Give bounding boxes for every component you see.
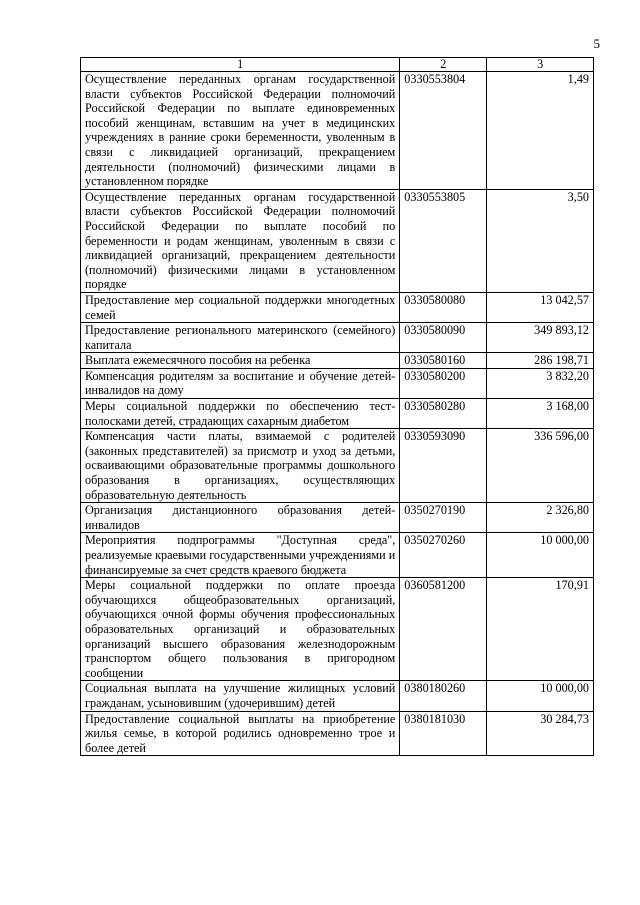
row-code: 0380181030	[400, 711, 487, 756]
row-code: 0350270260	[400, 533, 487, 578]
row-name: Мероприятия подпрограммы "Доступная среда", реализуемые краевыми государственными учреждениями и финансируемые за счет средств краевого бюджета	[81, 533, 400, 578]
row-code: 0330553805	[400, 189, 487, 292]
row-code: 0330593090	[400, 429, 487, 503]
row-code: 0330580090	[400, 323, 487, 353]
row-amount: 10 000,00	[487, 533, 594, 578]
table-body	[81, 72, 594, 756]
row-amount: 3,50	[487, 189, 594, 292]
row-name: Предоставление регионального материнского (семейного) капитала	[81, 323, 400, 353]
row-name: Осуществление переданных органам государственной власти субъектов Российской Федерации полномочий Российской Федерации по выплате пособий по беременности и родам женщинам, уволенным в связи с ликвидацией организаций, прекращением деятельности (полномочий) физическими лицами в установленном порядке	[81, 189, 400, 292]
column-header-3: 3	[487, 58, 594, 72]
table-row	[81, 503, 594, 533]
table-row	[81, 711, 594, 756]
row-name: Меры социальной поддержки по оплате проезда обучающихся общеобразовательных организаций, обучающихся очной формы обучения профессиональных образовательных организаций и образовательных организаций высшего образования железнодорожным транспортом общего пользования в пригородном сообщении	[81, 578, 400, 681]
table-row	[81, 681, 594, 711]
column-header-2: 2	[400, 58, 487, 72]
table-row	[81, 72, 594, 190]
row-code: 0350270190	[400, 503, 487, 533]
row-amount: 30 284,73	[487, 711, 594, 756]
table-header	[81, 58, 594, 72]
row-name: Меры социальной поддержки по обеспечению тест-полосками детей, страдающих сахарным диабетом	[81, 399, 400, 429]
row-amount: 3 832,20	[487, 368, 594, 398]
column-header-1: 1	[81, 58, 400, 72]
header-row	[81, 58, 594, 72]
row-name: Предоставление социальной выплаты на приобретение жилья семье, в которой родились одновременно трое и более детей	[81, 711, 400, 756]
row-name: Выплата ежемесячного пособия на ребенка	[81, 353, 400, 369]
row-amount: 349 893,12	[487, 323, 594, 353]
row-code: 0380180260	[400, 681, 487, 711]
row-code: 0330580200	[400, 368, 487, 398]
row-amount: 13 042,57	[487, 292, 594, 322]
page-number: 5	[593, 36, 600, 51]
table-row	[81, 353, 594, 369]
row-name: Осуществление переданных органам государственной власти субъектов Российской Федерации полномочий Российской Федерации по выплате единовременных пособий женщинам, вставшим на учет в медицинских учреждениях в ранние сроки беременности, уволенным в связи с ликвидацией организаций, прекращением деятельности (полномочий) физическими лицами в установленном порядке	[81, 72, 400, 190]
row-code: 0330580160	[400, 353, 487, 369]
row-code: 0330553804	[400, 72, 487, 190]
table-row	[81, 533, 594, 578]
table-row	[81, 323, 594, 353]
table-row	[81, 292, 594, 322]
row-amount: 10 000,00	[487, 681, 594, 711]
row-amount: 336 596,00	[487, 429, 594, 503]
row-amount: 1,49	[487, 72, 594, 190]
row-code: 0360581200	[400, 578, 487, 681]
table-row	[81, 399, 594, 429]
table-row	[81, 189, 594, 292]
row-amount: 170,91	[487, 578, 594, 681]
row-name: Компенсация части платы, взимаемой с родителей (законных представителей) за присмотр и уход за детьми, осваивающими образовательные программы дошкольного образования в организациях, осуществляющих образовательную деятельность	[81, 429, 400, 503]
table-row	[81, 368, 594, 398]
budget-table	[80, 57, 594, 756]
table-row	[81, 578, 594, 681]
row-name: Предоставление мер социальной поддержки многодетных семей	[81, 292, 400, 322]
row-name: Социальная выплата на улучшение жилищных условий гражданам, усыновившим (удочерившим) детей	[81, 681, 400, 711]
row-code: 0330580080	[400, 292, 487, 322]
row-amount: 3 168,00	[487, 399, 594, 429]
row-name: Компенсация родителям за воспитание и обучение детей-инвалидов на дому	[81, 368, 400, 398]
row-amount: 286 198,71	[487, 353, 594, 369]
row-code: 0330580280	[400, 399, 487, 429]
row-name: Организация дистанционного образования детей-инвалидов	[81, 503, 400, 533]
row-amount: 2 326,80	[487, 503, 594, 533]
table-row	[81, 429, 594, 503]
